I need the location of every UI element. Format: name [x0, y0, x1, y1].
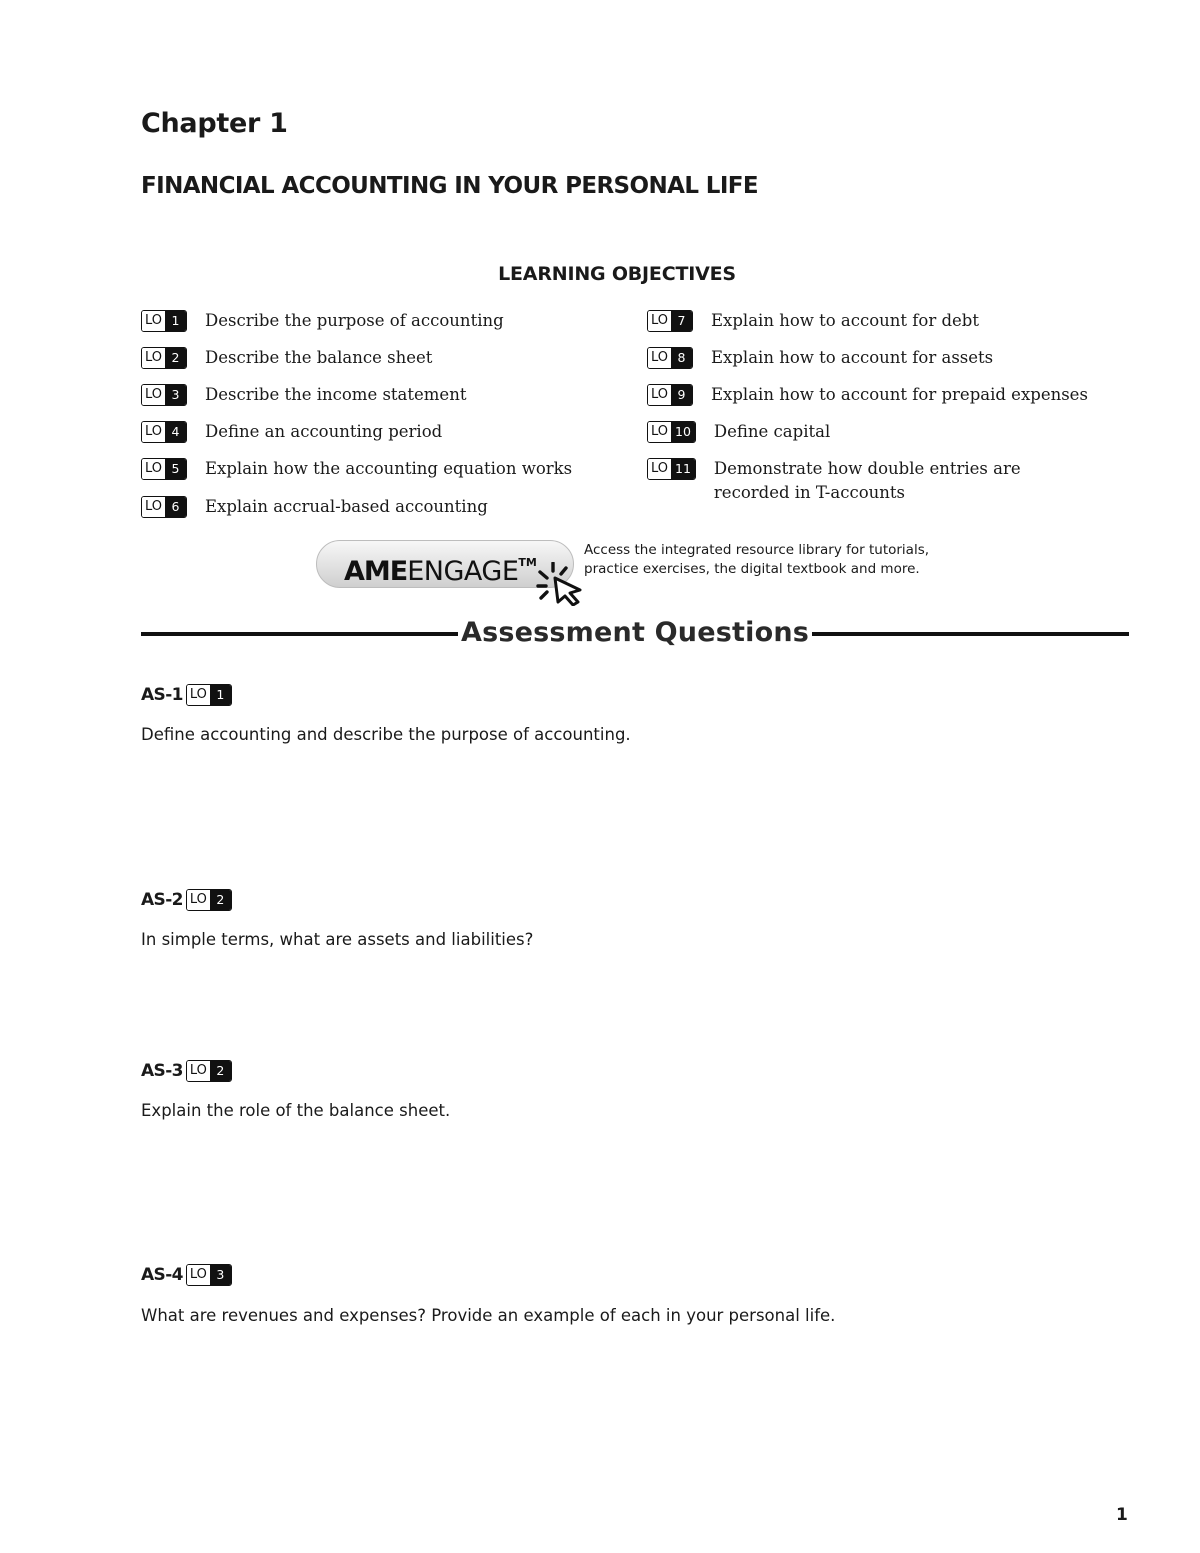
lo-badge-number: 10 [671, 422, 695, 442]
lo-badge [647, 384, 693, 406]
lo-badge [141, 310, 187, 332]
learning-objective-item [141, 384, 466, 407]
ame-engage-description [584, 541, 929, 579]
lo-badge-number: 6 [165, 497, 186, 517]
learning-objective-text: Describe the balance sheet [205, 348, 433, 367]
ame-logo-bold: AME [344, 556, 408, 587]
lo-badge-prefix: LO [187, 890, 210, 910]
ame-logo-trademark: TM [518, 556, 537, 569]
question-label [141, 684, 232, 706]
learning-objective-item [647, 384, 1088, 407]
lo-badge [647, 310, 693, 332]
lo-badge [186, 889, 232, 911]
learning-objective-item [141, 421, 442, 444]
lo-badge-number: 1 [165, 311, 186, 331]
lo-badge [186, 684, 232, 706]
lo-badge-prefix: LO [187, 1265, 210, 1285]
lo-badge-prefix: LO [648, 311, 671, 331]
lo-badge-prefix: LO [187, 685, 210, 705]
learning-objective-item [647, 310, 979, 333]
question-label [141, 889, 232, 911]
question-text: In simple terms, what are assets and liabilities? [141, 930, 534, 949]
learning-objective-item [141, 347, 432, 370]
question-id: AS-3 [141, 1061, 183, 1081]
ame-engage-line-2: practice exercises, the digital textbook and more. [584, 561, 920, 577]
lo-badge-number: 11 [671, 459, 695, 479]
learning-objective-item [141, 458, 572, 481]
learning-objective-item [647, 421, 830, 444]
lo-badge [647, 458, 696, 480]
learning-objective-text: Explain accrual-based accounting [205, 497, 488, 516]
lo-badge [186, 1264, 232, 1286]
page-number: 1 [1116, 1505, 1128, 1525]
lo-badge-number: 8 [671, 348, 692, 368]
ame-logo-light: ENGAGE [407, 556, 519, 587]
learning-objective-item [141, 496, 488, 519]
lo-badge-prefix: LO [187, 1061, 210, 1081]
cursor-click-icon [536, 562, 586, 606]
lo-badge-number: 3 [165, 385, 186, 405]
learning-objective-text: Explain how the accounting equation works [205, 459, 573, 478]
lo-badge-prefix: LO [648, 422, 671, 442]
lo-badge [141, 496, 187, 518]
lo-badge-number: 9 [671, 385, 692, 405]
learning-objective-text: Define an accounting period [205, 422, 443, 441]
lo-badge-prefix: LO [648, 385, 671, 405]
lo-badge-number: 5 [165, 459, 186, 479]
ame-engage-line-1: Access the integrated resource library for tutorials, [584, 542, 930, 558]
chapter-title: FINANCIAL ACCOUNTING IN YOUR PERSONAL LIFE [141, 173, 759, 199]
lo-badge-prefix: LO [142, 311, 165, 331]
lo-badge-number: 1 [210, 685, 231, 705]
learning-objective-text: Explain how to account for debt [711, 311, 980, 330]
lo-badge [647, 421, 696, 443]
assessment-questions-heading: Assessment Questions [460, 617, 810, 648]
lo-badge [647, 347, 693, 369]
lo-badge [141, 421, 187, 443]
lo-badge [141, 347, 187, 369]
learning-objective-text: Explain how to account for prepaid expenses [711, 385, 1088, 404]
learning-objective-item [647, 347, 993, 370]
lo-badge-prefix: LO [648, 459, 671, 479]
question-label [141, 1264, 232, 1286]
lo-badge-number: 2 [210, 1061, 231, 1081]
lo-badge-number: 2 [165, 348, 186, 368]
lo-badge-number: 3 [210, 1265, 231, 1285]
learning-objectives-heading: LEARNING OBJECTIVES [498, 263, 736, 285]
lo-badge-prefix: LO [142, 348, 165, 368]
ame-engage-logo [344, 545, 537, 590]
question-text: Define accounting and describe the purpose of accounting. [141, 725, 631, 744]
lo-badge-prefix: LO [648, 348, 671, 368]
question-id: AS-4 [141, 1265, 183, 1285]
section-rule-left [141, 632, 458, 636]
section-rule-right [812, 632, 1129, 636]
learning-objective-text: Define capital [713, 422, 831, 441]
learning-objective-text: Describe the income statement [205, 385, 467, 404]
learning-objective-item [141, 310, 504, 333]
question-label [141, 1060, 232, 1082]
learning-objective-text: Demonstrate how double entries are recorded in T-accounts [713, 459, 1021, 502]
chapter-number: Chapter 1 [141, 108, 288, 139]
lo-badge-prefix: LO [142, 459, 165, 479]
lo-badge-number: 2 [210, 890, 231, 910]
lo-badge [141, 384, 187, 406]
question-text: Explain the role of the balance sheet. [141, 1101, 451, 1120]
lo-badge-number: 7 [671, 311, 692, 331]
lo-badge-prefix: LO [142, 385, 165, 405]
question-id: AS-2 [141, 890, 183, 910]
lo-badge [186, 1060, 232, 1082]
learning-objective-item [647, 458, 1067, 505]
learning-objective-text: Explain how to account for assets [711, 348, 994, 367]
question-text: What are revenues and expenses? Provide an example of each in your personal life. [141, 1306, 836, 1325]
lo-badge-prefix: LO [142, 497, 165, 517]
lo-badge [141, 458, 187, 480]
lo-badge-prefix: LO [142, 422, 165, 442]
lo-badge-number: 4 [165, 422, 186, 442]
question-id: AS-1 [141, 685, 183, 705]
learning-objective-text: Describe the purpose of accounting [205, 311, 504, 330]
